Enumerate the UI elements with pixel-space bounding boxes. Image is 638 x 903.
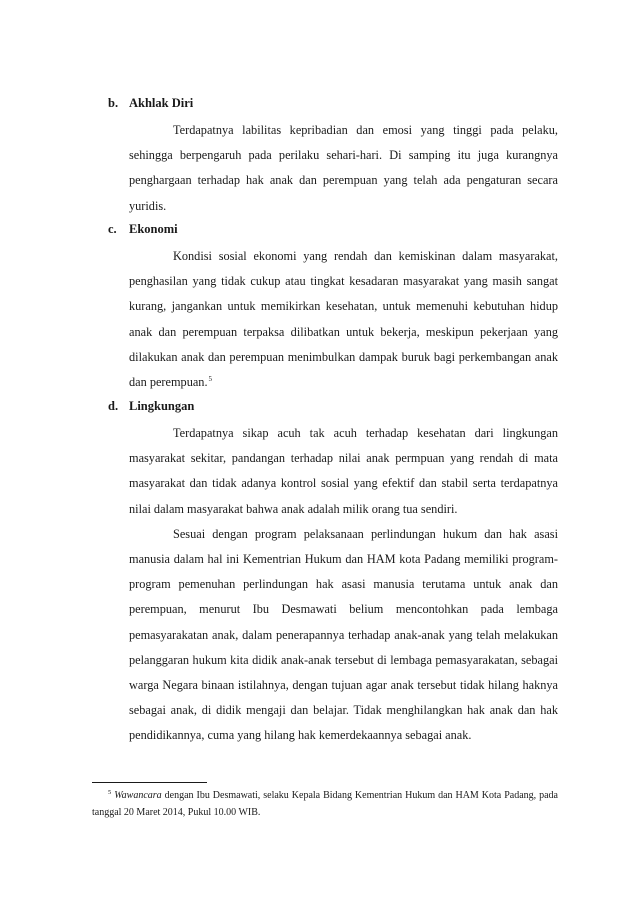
section-ekonomi <box>108 221 558 395</box>
footnote-italic: Wawancara <box>114 790 162 801</box>
footnote <box>92 787 558 821</box>
section-lingkungan <box>108 398 558 749</box>
section-letter: d. <box>108 399 119 413</box>
paragraph: Terdapatnya labilitas kepribadian dan emosi yang tinggi pada pelaku, sehingga berpengaruh pada perilaku sehari-hari. Di samping itu juga kurangnya penghargaan terhadap hak anak dan perempuan yang telah ada pengaturan secara yuridis. <box>129 123 558 213</box>
paragraph: Terdapatnya sikap acuh tak acuh terhadap kesehatan dari lingkungan masyarakat sekitar, pandangan terhadap nilai anak permpuan yang rendah di mata masyarakat dan tidak adanya kontrol sosial yang efektif dan stabil serta terdapatnya nilai dalam masyarakat bahwa anak adalah milik orang tua sendiri. <box>129 426 558 516</box>
section-heading <box>108 398 558 414</box>
footnote-text: dengan Ibu Desmawati, selaku Kepala Bidang Kementrian Hukum dan HAM Kota Padang, pada tanggal 20 Maret 2014, Pukul 10.00 WIB. <box>92 790 558 818</box>
section-heading <box>108 95 558 111</box>
section-title: Akhlak Diri <box>129 96 194 110</box>
section-title: Lingkungan <box>129 399 195 413</box>
section-akhlak-diri <box>108 95 558 219</box>
section-title: Ekonomi <box>129 222 178 236</box>
section-letter: b. <box>108 96 119 110</box>
footnote-number: 5 <box>108 788 112 796</box>
section-heading <box>108 221 558 237</box>
footnote-separator <box>92 782 207 783</box>
footnote-reference[interactable]: 5 <box>208 374 213 383</box>
paragraph <box>129 244 558 395</box>
paragraph: Sesuai dengan program pelaksanaan perlindungan hukum dan hak asasi manusia dalam hal ini Kementrian Hukum dan HAM kota Padang memiliki program-program pemenuhan perlindungan hak asasi manusia terutama untuk anak dan perempuan, menurut Ibu Desmawati belium mencontohkan pada lembaga pemasyarakatan anak, dalam penerapannya terhadap anak-anak yang telah melakukan pelanggaran hukum kita didik anak-anak tersebut di lembaga pemasyarakatan, sebagai warga Negara binaan istilahnya, dengan tujuan agar anak tersebut tidak hilang haknya sebagai anak, di didik mengaji dan belajar. Tidak menghilangkan hak anak dan hak pendidikannya, cuma yang hilang hak kemerdekaannya sebagai anak. <box>129 526 558 743</box>
section-letter: c. <box>108 222 117 236</box>
paragraph-text: Kondisi sosial ekonomi yang rendah dan kemiskinan dalam masyarakat, penghasilan yang tidak cukup atau tingkat kesadaran masyarakat yang masih sangat kurang, jangankan untuk memikirkan kesehatan, untuk memenuhi kebutuhan hidup anak dan perempuan terpaksa dilibatkan untuk bekerja, meskipun pekerjaan yang dilakukan anak dan perempuan menimbulkan dampak buruk bagi perkembangan anak dan perempuan. <box>129 249 558 390</box>
